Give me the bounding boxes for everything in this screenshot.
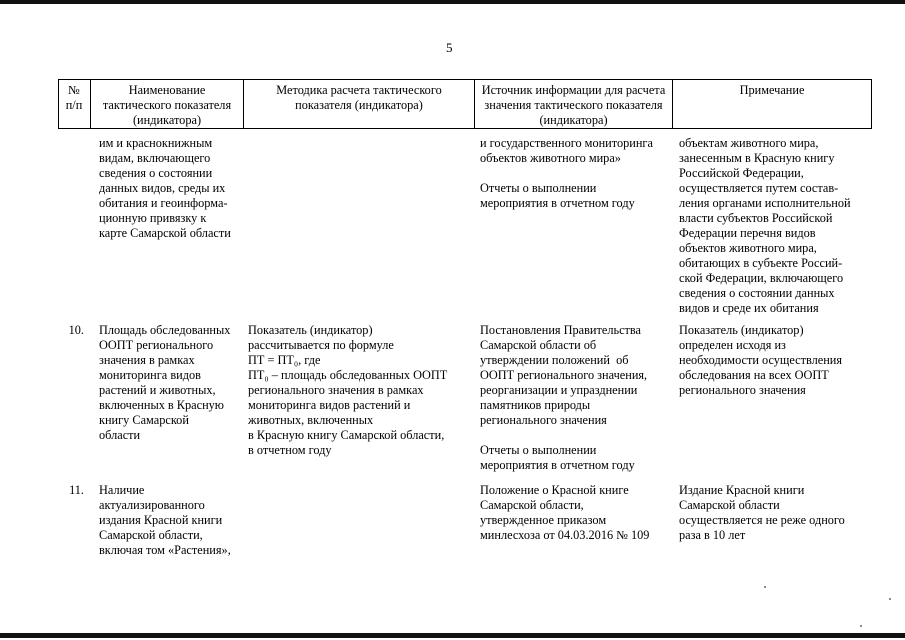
header-indicator-name: Наименование тактического показателя (индикатора) — [102, 83, 232, 127]
row-10-number: 10. — [68, 323, 84, 337]
scan-speck — [889, 598, 891, 600]
table-right-rule — [871, 79, 872, 129]
bottom-scan-border — [0, 633, 905, 638]
scan-speck — [860, 625, 862, 627]
table-header-rule — [58, 128, 872, 129]
row-10-name: Площадь обследованных ООПТ регионального значения в рамках мониторинга видов растений и животных, включенных в Красную книгу Самарской области — [99, 323, 231, 442]
row-10-method: Показатель (индикатор) рассчитывается по формуле ПТ = ПТ₀, где ПТ₀ – площадь обследованных ООПТ регионального значения в рамках мониторинга видов растений и животных, включенных в Красную книгу Самарской области, в отчетном году — [248, 323, 448, 457]
header-number: № п/п — [65, 83, 83, 112]
row-continuation-name: им и краснокнижным видам, включающего сведения о состоянии данных видов, среды их обитания и геоинформа- ционную привязку к карте Самарской области — [99, 136, 231, 240]
row-11-source: Положение о Красной книге Самарской области, утвержденное приказом минлесхоза от 04.03.2016 № 109 — [480, 483, 650, 542]
header-information-source: Источник информации для расчета значения тактического показателя (индикатора) — [481, 83, 666, 127]
header-note: Примечание — [739, 83, 805, 97]
table-top-rule — [58, 79, 872, 80]
row-11-note: Издание Красной книги Самарской области осуществляется не реже одного раза в 10 лет — [679, 483, 845, 542]
row-continuation-source: и государственного мониторинга объектов животного мира» Отчеты о выполнении мероприятия в отчетном году — [480, 136, 653, 210]
row-continuation-note: объектам животного мира, занесенным в Красную книгу Российской Федерации, осуществляется путем состав- ления органами исполнительной власти субъектов Российской Федерации перечня видов объектов животного мира, обитающих в субъекте Россий- ской Федерации, включающего сведения о состоянии данных видов и среде их обитания — [679, 136, 851, 315]
row-10-source: Постановления Правительства Самарской области об утверждении положений об ООПТ регионального значения, реорганизации и упразднении памятников природы регионального значения Отчеты о выполнении мероприятия в отчетном году — [480, 323, 648, 472]
row-11-number: 11. — [69, 483, 84, 497]
row-10-note: Показатель (индикатор) определен исходя из необходимости осуществления обследования на всех ООПТ регионального значения — [679, 323, 843, 397]
header-calculation-method: Методика расчета тактического показателя (индикатора) — [276, 83, 442, 112]
row-11-name: Наличие актуализированного издания Красной книги Самарской области, включая том «Растения», — [99, 483, 231, 557]
scan-speck — [764, 586, 766, 588]
top-scan-border — [0, 0, 905, 4]
page-number: 5 — [446, 40, 453, 55]
